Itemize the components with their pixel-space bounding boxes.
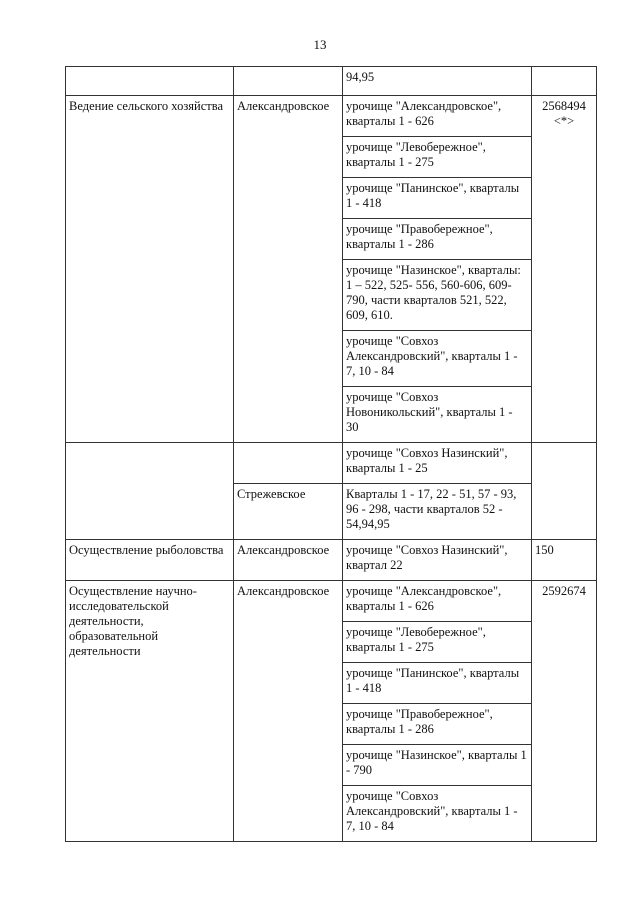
place-cell: урочище "Совхоз Новоникольский", кварталы 1 - 30 (343, 387, 532, 443)
place-cell: 94,95 (343, 67, 532, 96)
area-cell (532, 96, 597, 443)
place-cell: урочище "Левобережное", кварталы 1 - 275 (343, 137, 532, 178)
place-cell: урочище "Панинское", кварталы 1 - 418 (343, 663, 532, 704)
activity-cell: Осуществление рыболовства (66, 540, 234, 581)
place-cell: урочище "Совхоз Назинский", кварталы 1 - 25 (343, 443, 532, 484)
place-cell: урочище "Александровское", кварталы 1 - 626 (343, 96, 532, 137)
table-row (66, 581, 597, 622)
activity-cell (66, 67, 234, 96)
activity-cell: Ведение сельского хозяйства (66, 96, 234, 443)
place-cell: урочище "Назинское", кварталы 1 - 790 (343, 745, 532, 786)
place-cell: урочище "Левобережное", кварталы 1 - 275 (343, 622, 532, 663)
place-cell: урочище "Совхоз Александровский", кварталы 1 - 7, 10 - 84 (343, 786, 532, 842)
place-cell: урочище "Панинское", кварталы 1 - 418 (343, 178, 532, 219)
place-cell: урочище "Правобережное", кварталы 1 - 286 (343, 219, 532, 260)
area-cell (532, 67, 597, 96)
activity-cell (66, 443, 234, 540)
place-cell: Кварталы 1 - 17, 22 - 51, 57 - 93, 96 - 298, части кварталов 52 - 54,94,95 (343, 484, 532, 540)
place-cell: урочище "Правобережное", кварталы 1 - 286 (343, 704, 532, 745)
place-cell: урочище "Совхоз Назинский", квартал 22 (343, 540, 532, 581)
area-footnote-mark: <*> (553, 114, 575, 128)
forestry-cell: Александровское (234, 581, 343, 842)
area-cell (532, 443, 597, 540)
table-row (66, 443, 597, 484)
page-number: 13 (313, 37, 327, 52)
activity-cell: Осуществление научно-исследовательской деятельности, образовательной деятельности (66, 581, 234, 842)
forestry-cell: Александровское (234, 540, 343, 581)
forest-use-table (65, 66, 597, 842)
table-row (66, 540, 597, 581)
table-row (66, 96, 597, 137)
forestry-cell (234, 67, 343, 96)
area-value: 2568494 (542, 99, 586, 113)
area-cell: 150 (532, 540, 597, 581)
area-cell: 2592674 (532, 581, 597, 842)
forestry-cell (234, 443, 343, 484)
place-cell: урочище "Совхоз Александровский", кварталы 1 - 7, 10 - 84 (343, 331, 532, 387)
table-row (66, 67, 597, 96)
forestry-cell: Стрежевское (234, 484, 343, 540)
place-cell: урочище "Александровское", кварталы 1 - 626 (343, 581, 532, 622)
place-cell: урочище "Назинское", кварталы: 1 – 522, 525- 556, 560-606, 609-790, части кварталов 521, 522, 609, 610. (343, 260, 532, 331)
forestry-cell: Александровское (234, 96, 343, 443)
